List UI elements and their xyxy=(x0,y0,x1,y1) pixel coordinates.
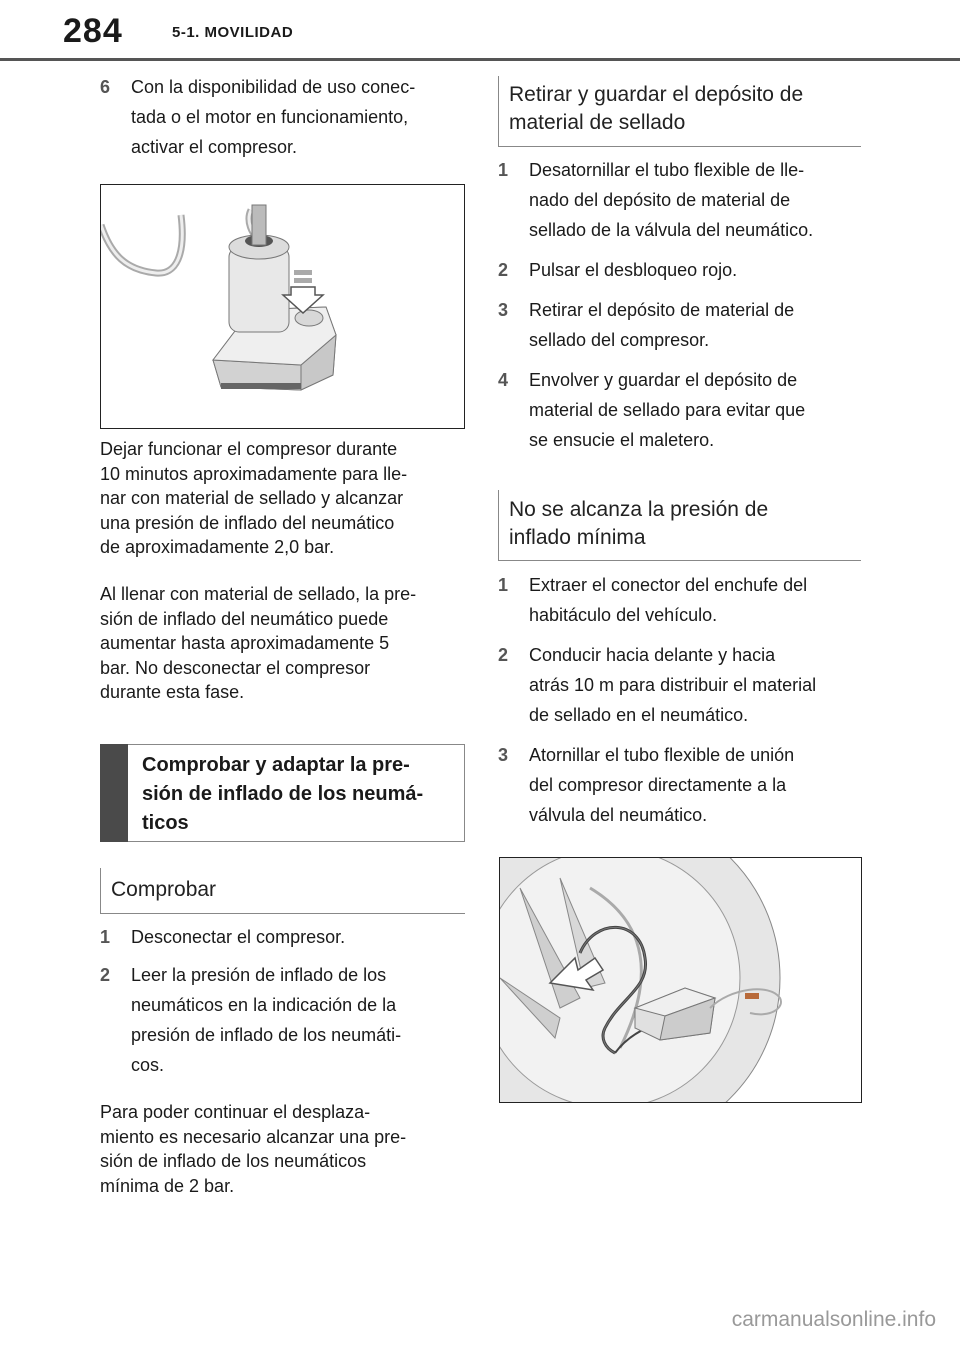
list-item: 1 Extraer el conector del enchufe del habitáculo del vehículo. xyxy=(498,575,808,625)
steps-list xyxy=(100,922,465,1080)
steps-list xyxy=(498,570,863,830)
subheading: Comprobar xyxy=(100,868,465,914)
section-title: 5-1. MOVILIDAD xyxy=(172,24,294,41)
page-header xyxy=(0,0,960,62)
step-text: tada o el motor en funcionamiento, xyxy=(131,107,409,127)
list-item: 2 Leer la presión de inflado de los neumáticos en la indicación de la presión de inflado de los neumáti- cos. xyxy=(100,965,402,1075)
list-item: 2 Pulsar el desbloqueo rojo. xyxy=(498,260,738,280)
page-number: 284 xyxy=(63,12,123,50)
list-item: 3 Retirar el depósito de material de sellado del compresor. xyxy=(498,300,795,350)
paragraph: Para poder continuar el desplaza- miento es necesario alcanzar una pre- sión de inflado de los neumáticos mínima de 2 bar. xyxy=(100,1102,407,1196)
wheel-compressor-illustration xyxy=(499,857,862,1103)
list-item: 4 Envolver y guardar el depósito de material de sellado para evitar que se ensucie el maletero. xyxy=(498,370,806,450)
step-6 xyxy=(100,72,465,162)
list-item: 2 Conducir hacia delante y hacia atrás 10 m para distribuir el material de sellado en el neumático. xyxy=(498,645,817,725)
step-text: Con la disponibilidad de uso conec- xyxy=(131,77,416,97)
list-item: 1 Desconectar el compresor. xyxy=(100,927,346,947)
list-item: 1 Desatornillar el tubo flexible de lle- nado del depósito de material de sellado de la válvula del neumático. xyxy=(498,160,814,240)
step-number: 6 xyxy=(100,77,111,97)
watermark: carmanualsonline.info xyxy=(731,1308,936,1331)
step-text: activar el compresor. xyxy=(131,137,298,157)
compressor-illustration xyxy=(100,184,465,429)
steps-list xyxy=(498,155,863,455)
paragraph: Al llenar con material de sellado, la pre- sión de inflado del neumático puede aumentar hasta aproximadamente 5 bar. No desconectar el compresor durante esta fase. xyxy=(100,584,417,702)
paragraph: Dejar funcionar el compresor durante 10 minutos aproximadamente para lle- nar con material de sellado y alcanzar una presión de inflado del neumático de aproximadamente 2,0 bar. xyxy=(100,439,408,557)
header-divider xyxy=(0,58,960,61)
heading-bar xyxy=(100,744,128,842)
section-heading: Comprobar y adaptar la pre- sión de inflado de los neumá- ticos xyxy=(100,744,465,842)
section-heading: No se alcanza la presión de inflado mínima xyxy=(498,490,861,561)
section-heading: Retirar y guardar el depósito de material de sellado xyxy=(498,76,861,147)
list-item: 3 Atornillar el tubo flexible de unión del compresor directamente a la válvula del neumático. xyxy=(498,745,795,825)
